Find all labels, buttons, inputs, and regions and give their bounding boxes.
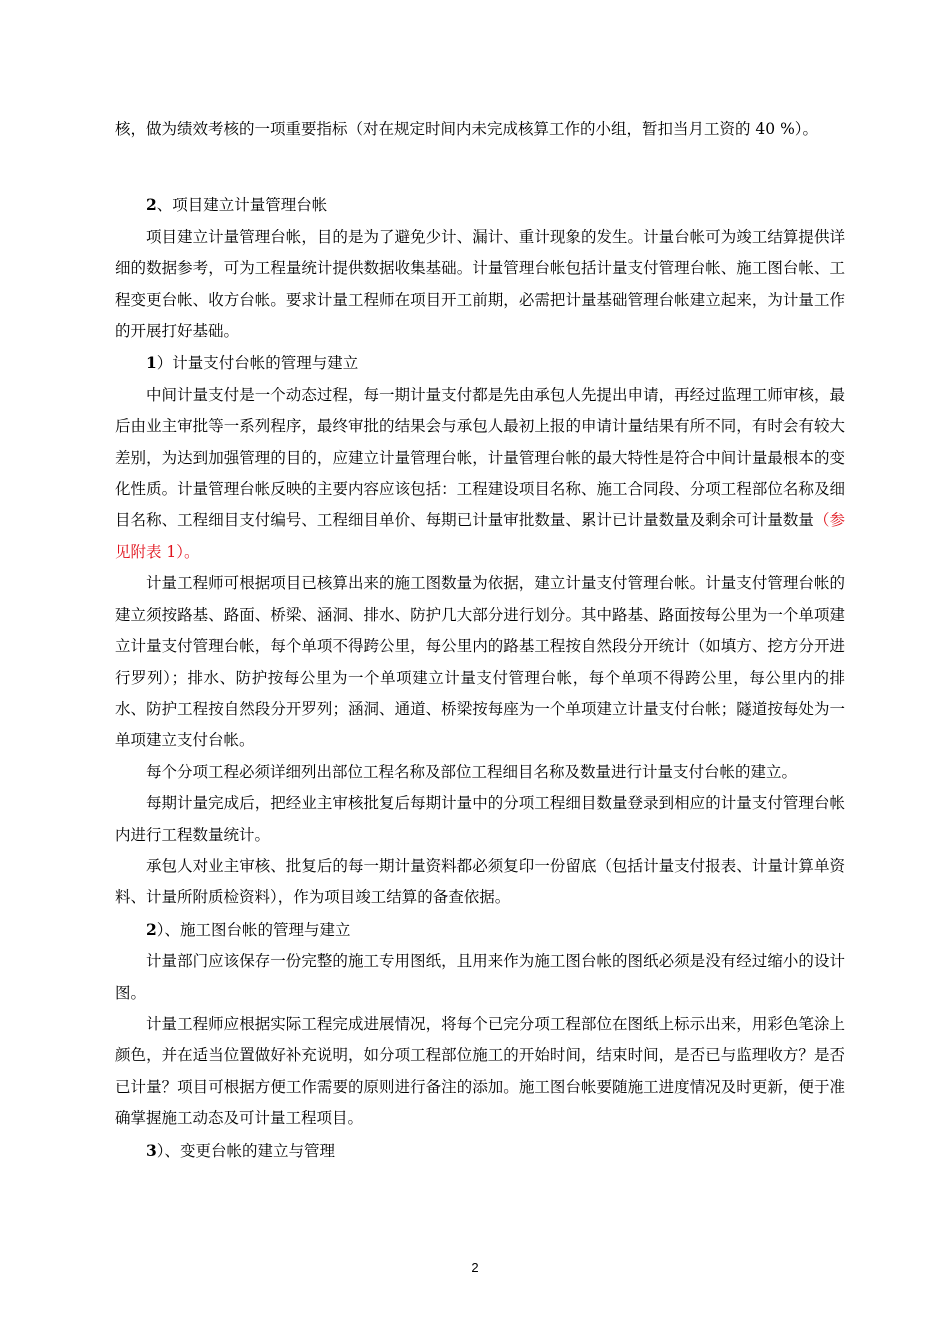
subsection-number: 3 [146,1140,157,1160]
subsection-1-paragraph-5: 承包人对业主审核、批复后的每一期计量资料都必须复印一份留底（包括计量支付报表、计量计算单资料、计量所附质检资料），作为项目竣工结算的备查依据。 [115,856,845,907]
subsection-2-paragraph-1: 计量部门应该保存一份完整的施工专用图纸，且用来作为施工图台帐的图纸必须是没有经过缩小的设计图。 [115,952,845,1002]
page-number: 2 [471,1260,479,1275]
subsection-number: 2 [146,919,157,939]
subsection-1-paragraph-2: 计量工程师可根据项目已核算出来的施工图数量为依据，建立计量支付管理台帐。计量支付管理台帐的建立须按路基、路面、桥梁、涵洞、排水、防护几大部分进行划分。其中路基、路面按每公里为一个单项建立计量支付管理台帐，每个单项不得跨公里，每公里内的路基工程按自然段分开统计（如填方、挖方分开进行罗列）；排水、防护按每公里为一个单项建立计量支付管理台帐，每个单项不得跨公里，每公里内的排水、防护工程按自然段分开罗列；涵洞、通道、桥梁按每座为一个单项建立计量支付台帐；隧道按每处为一单项建立支付台帐。 [115,574,845,750]
section-title: 、项目建立计量管理台帐 [156,196,328,215]
subsection-1-paragraph-4: 每期计量完成后，把经业主审核批复后每期计量中的分项工程细目数量登录到相应的计量支付管理台帐内进行工程数量统计。 [115,794,845,844]
subsection-heading-3 [115,1135,845,1167]
subsection-1-paragraph-3: 每个分项工程必须详细列出部位工程名称及部位工程细目名称及数量进行计量支付台帐的建立。 [146,762,798,781]
subsection-title: ）、施工图台帐的管理与建立 [156,920,351,939]
body-text [115,114,845,1167]
subsection-heading-2 [115,914,845,946]
section-number: 2 [146,195,157,215]
section-heading-2 [115,189,845,221]
subsection-heading-1 [115,347,845,379]
subsection-2-paragraph-2: 计量工程师应根据实际工程完成进展情况，将每个已完分项工程部位在图纸上标示出来，用彩色笔涂上颜色，并在适当位置做好补充说明，如分项工程部位施工的开始时间，结束时间，是否已与监理收方？是否已计量？项目可根据方便工作需要的原则进行备注的添加。施工图台帐要随施工进度情况及时更新，便于准确掌握施工动态及可计量工程项目。 [115,1014,845,1128]
subsection-1-paragraph-1 [115,380,845,568]
section-2-paragraph: 项目建立计量管理台帐，目的是为了避免少计、漏计、重计现象的发生。计量台帐可为竣工结算提供详细的数据参考，可为工程量统计提供数据收集基础。计量管理台帐包括计量支付管理台帐、施工图台帐、工程变更台帐、收方台帐。要求计量工程师在项目开工前期，必需把计量基础管理台帐建立起来，为计量工作的开展打好基础。 [115,227,845,341]
subsection-title: ）计量支付台帐的管理与建立 [156,354,359,373]
paragraph-text: 中间计量支付是一个动态过程，每一期计量支付都是先由承包人先提出申请，再经过监理工师审核，最后由业主审批等一系列程序，最终审批的结果会与承包人最初上报的申请计量结果有所不同，有时会有较大差别，为达到加强管理的目的，应建立计量管理台帐，计量管理台帐的最大特性是符合中间计量最根本的变化性质。计量管理台帐反映的主要内容应该包括：工程建设项目名称、施工合同段、分项工程部位名称及细目名称、工程细目支付编号、工程细目单价、每期已计量审批数量、累计已计量数量及剩余可计量数量 [115,385,845,530]
section-spacer [115,145,845,189]
subsection-number: 1 [146,353,157,373]
subsection-title: ）、变更台帐的建立与管理 [156,1141,336,1160]
intro-paragraph: 核，做为绩效考核的一项重要指标（对在规定时间内未完成核算工作的小组，暂扣当月工资的 40 %）。 [115,120,819,138]
appendix-reference: （参见附表 1）。 [115,511,845,561]
